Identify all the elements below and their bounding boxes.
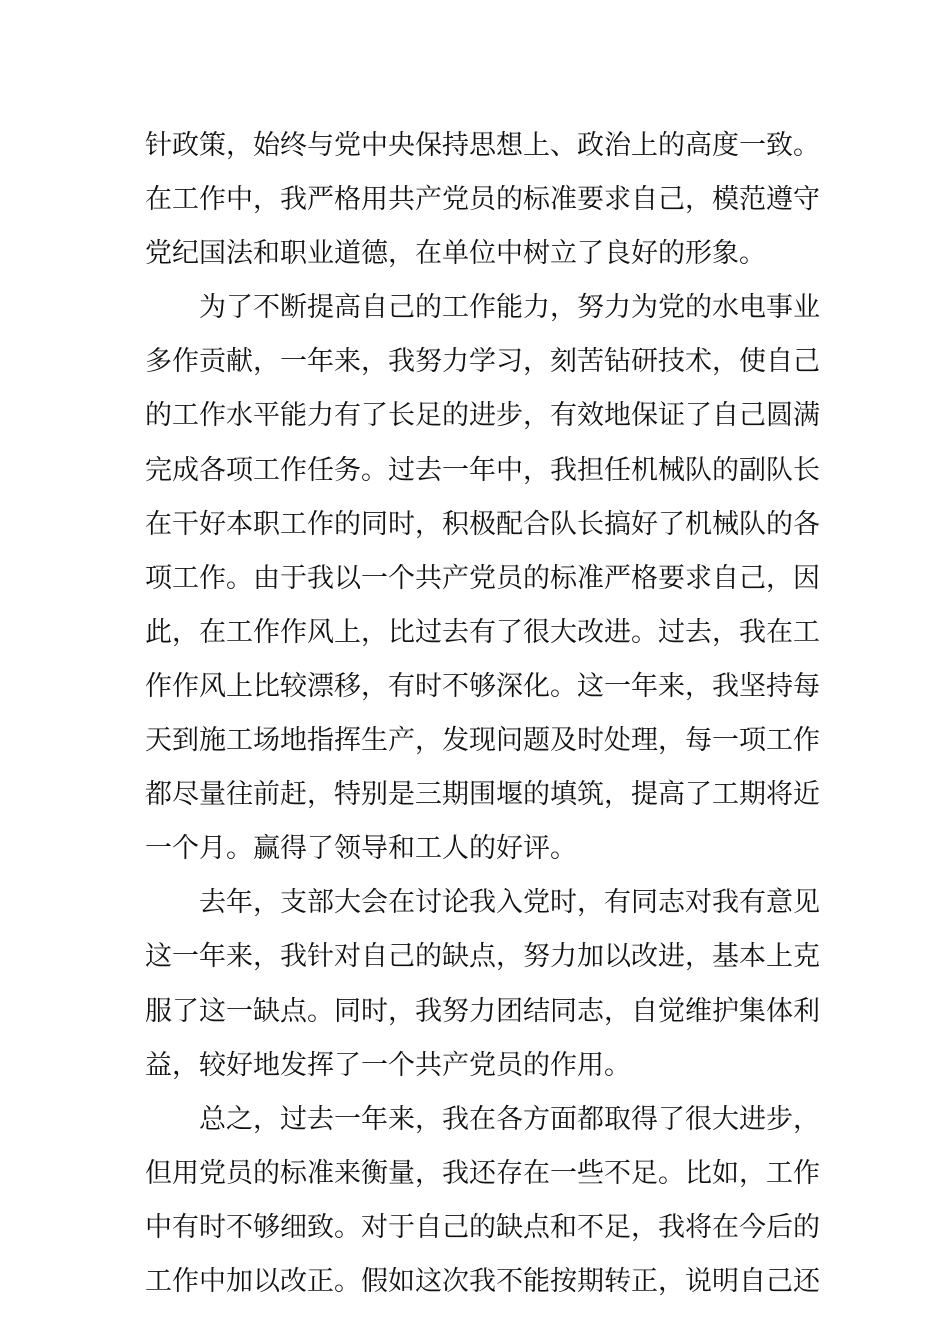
text-line: 作作风上比较漂移，有时不够深化。这一年来，我坚持每 bbox=[145, 670, 820, 702]
text-line: 天到施工场地指挥生产，发现问题及时处理，每一项工作 bbox=[145, 725, 820, 757]
text-line: 工作中加以改正。假如这次我不能按期转正，说明自己还 bbox=[145, 1265, 820, 1297]
text-line: 中有时不够细致。对于自己的缺点和不足，我将在今后的 bbox=[145, 1211, 820, 1243]
text-line: 此，在工作作风上，比过去有了很大改进。过去，我在工 bbox=[145, 616, 820, 648]
text-line: 去年，支部大会在讨论我入党时，有同志对我有意见 bbox=[145, 887, 820, 919]
text-line: 项工作。由于我以一个共产党员的标准严格要求自己，因 bbox=[145, 562, 820, 594]
text-line: 都尽量往前赶，特别是三期围堰的填筑，提高了工期将近 bbox=[145, 779, 820, 811]
text-line: 在干好本职工作的同时，积极配合队长搞好了机械队的各 bbox=[145, 508, 820, 540]
text-line: 但用党员的标准来衡量，我还存在一些不足。比如，工作 bbox=[145, 1157, 820, 1189]
text-line: 一个月。赢得了领导和工人的好评。 bbox=[145, 833, 577, 865]
text-line: 在工作中，我严格用共产党员的标准要求自己，模范遵守 bbox=[145, 184, 820, 216]
text-line: 这一年来，我针对自己的缺点，努力加以改进，基本上克 bbox=[145, 941, 820, 973]
text-line: 为了不断提高自己的工作能力，努力为党的水电事业 bbox=[145, 292, 820, 324]
text-line: 总之，过去一年来，我在各方面都取得了很大进步， bbox=[145, 1103, 820, 1135]
text-line: 服了这一缺点。同时，我努力团结同志，自觉维护集体利 bbox=[145, 995, 820, 1027]
text-line: 党纪国法和职业道德，在单位中树立了良好的形象。 bbox=[145, 238, 766, 270]
body-text bbox=[145, 119, 825, 1309]
text-line: 完成各项工作任务。过去一年中，我担任机械队的副队长 bbox=[145, 454, 820, 486]
text-line: 的工作水平能力有了长足的进步，有效地保证了自己圆满 bbox=[145, 400, 820, 432]
text-line: 益，较好地发挥了一个共产党员的作用。 bbox=[145, 1049, 631, 1081]
text-line: 针政策，始终与党中央保持思想上、政治上的高度一致。 bbox=[145, 130, 820, 161]
text-line: 多作贡献，一年来，我努力学习，刻苦钻研技术，使自己 bbox=[145, 346, 820, 378]
